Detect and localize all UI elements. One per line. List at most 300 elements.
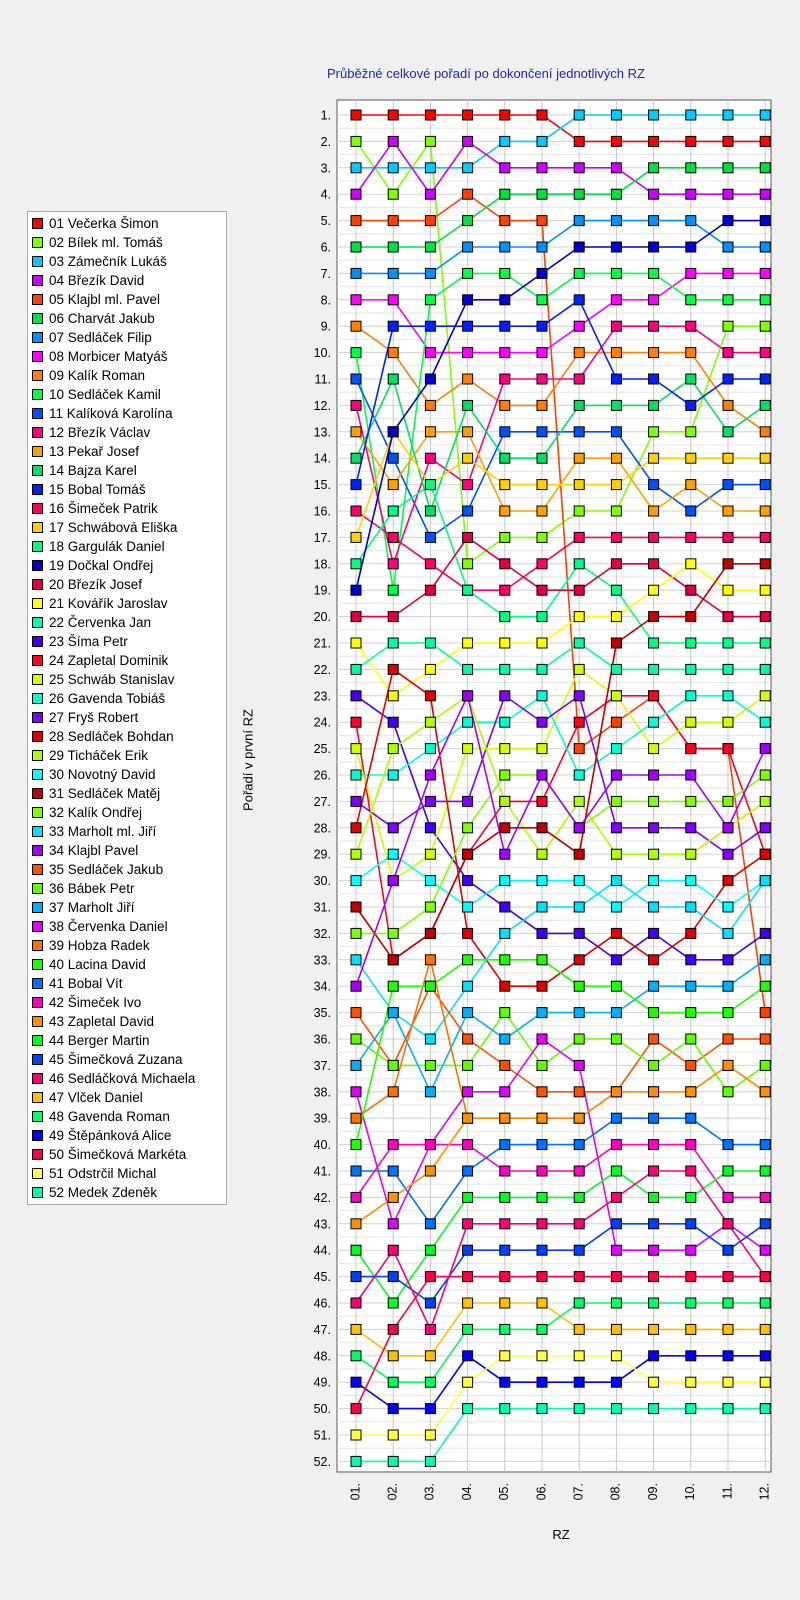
data-point-marker [351, 216, 361, 226]
data-point-marker [537, 1245, 547, 1255]
data-point-marker [500, 691, 510, 701]
y-tick-label: 33. [313, 953, 331, 968]
data-point-marker [537, 744, 547, 754]
legend-entry [32, 955, 226, 974]
data-point-marker [723, 849, 733, 859]
data-point-marker [388, 691, 398, 701]
data-point-marker [388, 849, 398, 859]
data-point-marker [686, 189, 696, 199]
data-point-marker [723, 955, 733, 965]
data-point-marker [574, 348, 584, 358]
data-point-marker [760, 744, 770, 754]
data-point-marker [686, 321, 696, 331]
data-point-marker [351, 1245, 361, 1255]
legend-entry [32, 670, 226, 689]
data-point-marker [723, 664, 733, 674]
data-point-marker [611, 744, 621, 754]
data-point-marker [463, 1351, 473, 1361]
legend-label: 45 Šimečková Zuzana [49, 1052, 183, 1067]
data-point-marker [649, 216, 659, 226]
data-point-marker [574, 1008, 584, 1018]
data-point-marker [723, 453, 733, 463]
legend-entry [32, 518, 226, 537]
data-point-marker [351, 480, 361, 490]
legend-entry [32, 480, 226, 499]
legend-entry [32, 1126, 226, 1145]
data-point-marker [649, 1324, 659, 1334]
data-point-marker [574, 691, 584, 701]
data-point-marker [760, 453, 770, 463]
data-point-marker [351, 612, 361, 622]
legend-label: 22 Červenka Jan [49, 615, 152, 630]
legend-entry [32, 727, 226, 746]
data-point-marker [611, 1404, 621, 1414]
legend-swatch [32, 1016, 43, 1027]
legend-entry [32, 328, 226, 347]
legend-swatch [32, 598, 43, 609]
data-point-marker [537, 506, 547, 516]
data-point-marker [351, 1272, 361, 1282]
data-point-marker [463, 638, 473, 648]
data-point-marker [611, 1166, 621, 1176]
data-point-marker [686, 216, 696, 226]
data-point-marker [463, 1008, 473, 1018]
legend-label: 05 Klajbl ml. Pavel [49, 292, 161, 307]
x-tick-label: 11. [720, 1483, 735, 1500]
legend-swatch [32, 883, 43, 894]
data-point-marker [574, 321, 584, 331]
legend-swatch [32, 712, 43, 723]
data-point-marker [649, 744, 659, 754]
data-point-marker [537, 1272, 547, 1282]
data-point-marker [611, 348, 621, 358]
data-point-marker [537, 348, 547, 358]
data-point-marker [686, 532, 696, 542]
legend-swatch [32, 351, 43, 362]
data-point-marker [351, 717, 361, 727]
data-point-marker [723, 744, 733, 754]
data-point-marker [463, 1087, 473, 1097]
data-point-marker [463, 876, 473, 886]
data-point-marker [649, 532, 659, 542]
y-tick-label: 40. [313, 1138, 331, 1153]
data-point-marker [351, 163, 361, 173]
data-point-marker [537, 110, 547, 120]
data-point-marker [388, 1351, 398, 1361]
data-point-marker [388, 664, 398, 674]
data-point-marker [574, 506, 584, 516]
data-point-marker [574, 744, 584, 754]
legend-swatch [32, 389, 43, 400]
data-point-marker [537, 849, 547, 859]
data-point-marker [425, 691, 435, 701]
legend-label: 36 Bábek Petr [49, 881, 135, 896]
y-tick-label: 15. [313, 478, 331, 493]
data-point-marker [649, 374, 659, 384]
data-point-marker [500, 823, 510, 833]
data-point-marker [574, 242, 584, 252]
data-point-marker [388, 532, 398, 542]
data-point-marker [351, 981, 361, 991]
y-tick-label: 34. [313, 979, 331, 994]
data-point-marker [500, 453, 510, 463]
data-point-marker [649, 1034, 659, 1044]
data-point-marker [760, 823, 770, 833]
data-point-marker [537, 770, 547, 780]
data-point-marker [723, 189, 733, 199]
data-point-marker [760, 1166, 770, 1176]
legend-label: 48 Gavenda Roman [49, 1109, 170, 1124]
data-point-marker [500, 1034, 510, 1044]
data-point-marker [351, 1298, 361, 1308]
data-point-marker [574, 1034, 584, 1044]
data-point-marker [537, 876, 547, 886]
legend-swatch [32, 978, 43, 989]
data-point-marker [351, 1377, 361, 1387]
data-point-marker [649, 638, 659, 648]
data-point-marker [351, 744, 361, 754]
legend-swatch [32, 1073, 43, 1084]
data-point-marker [649, 585, 659, 595]
data-point-marker [649, 796, 659, 806]
data-point-marker [760, 1272, 770, 1282]
data-point-marker [351, 1456, 361, 1466]
data-point-marker [425, 532, 435, 542]
data-point-marker [611, 796, 621, 806]
data-point-marker [574, 981, 584, 991]
legend-swatch [32, 1130, 43, 1141]
data-point-marker [760, 585, 770, 595]
data-point-marker [686, 717, 696, 727]
legend-swatch [32, 560, 43, 571]
x-tick-label: 04. [459, 1483, 474, 1501]
y-tick-label: 13. [313, 425, 331, 440]
data-point-marker [686, 876, 696, 886]
data-point-marker [760, 321, 770, 331]
y-tick-label: 52. [313, 1454, 331, 1469]
data-point-marker [500, 1351, 510, 1361]
data-point-marker [388, 1430, 398, 1440]
data-point-marker [463, 928, 473, 938]
legend-entry [32, 290, 226, 309]
data-point-marker [351, 849, 361, 859]
data-point-marker [760, 1034, 770, 1044]
legend-entry [32, 499, 226, 518]
data-point-marker [351, 1351, 361, 1361]
legend-swatch [32, 921, 43, 932]
data-point-marker [723, 163, 733, 173]
data-point-marker [611, 400, 621, 410]
data-point-marker [760, 876, 770, 886]
data-point-marker [649, 163, 659, 173]
data-point-marker [760, 981, 770, 991]
data-point-marker [686, 268, 696, 278]
data-point-marker [574, 770, 584, 780]
legend-swatch [32, 788, 43, 799]
data-point-marker [686, 400, 696, 410]
data-point-marker [388, 295, 398, 305]
data-point-marker [463, 849, 473, 859]
data-point-marker [463, 427, 473, 437]
data-point-marker [351, 295, 361, 305]
legend-entry [32, 974, 226, 993]
data-point-marker [723, 268, 733, 278]
data-point-marker [425, 902, 435, 912]
data-point-marker [351, 823, 361, 833]
data-point-marker [686, 902, 696, 912]
data-point-marker [500, 1113, 510, 1123]
data-point-marker [686, 453, 696, 463]
data-point-marker [723, 1034, 733, 1044]
data-point-marker [760, 559, 770, 569]
data-point-marker [425, 981, 435, 991]
y-tick-label: 41. [313, 1164, 331, 1179]
data-point-marker [463, 1060, 473, 1070]
data-point-marker [351, 928, 361, 938]
x-tick-label: 01. [348, 1483, 363, 1501]
legend-label: 35 Sedláček Jakub [49, 862, 164, 877]
legend-entry [32, 575, 226, 594]
data-point-marker [500, 849, 510, 859]
legend-label: 28 Sedláček Bohdan [49, 729, 174, 744]
data-point-marker [611, 295, 621, 305]
data-point-marker [723, 374, 733, 384]
data-point-marker [351, 268, 361, 278]
data-point-marker [463, 400, 473, 410]
y-tick-label: 11. [314, 372, 331, 387]
data-point-marker [723, 216, 733, 226]
data-point-marker [500, 1008, 510, 1018]
data-point-marker [760, 1245, 770, 1255]
data-point-marker [723, 136, 733, 146]
data-point-marker [500, 295, 510, 305]
data-point-marker [760, 1298, 770, 1308]
data-point-marker [351, 902, 361, 912]
data-point-marker [351, 691, 361, 701]
data-point-marker [723, 506, 733, 516]
y-tick-label: 10. [313, 346, 331, 361]
legend-label: 46 Sedláčková Michaela [49, 1071, 196, 1086]
data-point-marker [723, 348, 733, 358]
legend-swatch [32, 902, 43, 913]
data-point-marker [574, 559, 584, 569]
data-point-marker [463, 744, 473, 754]
data-point-marker [611, 717, 621, 727]
data-point-marker [574, 1272, 584, 1282]
data-point-marker [388, 955, 398, 965]
data-point-marker [611, 1034, 621, 1044]
y-tick-label: 32. [313, 926, 331, 941]
data-point-marker [723, 1351, 733, 1361]
data-point-marker [686, 506, 696, 516]
data-point-marker [574, 876, 584, 886]
x-tick-label: 12. [757, 1483, 772, 1501]
legend-entry [32, 252, 226, 271]
data-point-marker [649, 268, 659, 278]
legend-entry [32, 917, 226, 936]
legend-swatch [32, 408, 43, 419]
data-point-marker [463, 453, 473, 463]
legend-entry [32, 442, 226, 461]
legend-entry [32, 233, 226, 252]
data-point-marker [723, 928, 733, 938]
data-point-marker [574, 1113, 584, 1123]
data-point-marker [500, 1166, 510, 1176]
data-point-marker [611, 268, 621, 278]
data-point-marker [388, 1087, 398, 1097]
data-point-marker [463, 1324, 473, 1334]
data-point-marker [425, 585, 435, 595]
y-tick-label: 26. [313, 768, 331, 783]
data-point-marker [351, 1034, 361, 1044]
data-point-marker [649, 849, 659, 859]
data-point-marker [351, 453, 361, 463]
data-point-marker [723, 480, 733, 490]
data-point-marker [686, 295, 696, 305]
data-point-marker [574, 480, 584, 490]
legend-entry [32, 404, 226, 423]
data-point-marker [723, 1219, 733, 1229]
legend-label: 25 Schwáb Stanislav [49, 672, 175, 687]
legend-swatch [32, 522, 43, 533]
data-point-marker [686, 981, 696, 991]
data-point-marker [425, 1377, 435, 1387]
data-point-marker [760, 427, 770, 437]
data-point-marker [351, 532, 361, 542]
data-point-marker [500, 1060, 510, 1070]
data-point-marker [425, 1166, 435, 1176]
data-point-marker [500, 902, 510, 912]
data-point-marker [760, 136, 770, 146]
legend-entry [32, 1069, 226, 1088]
data-point-marker [649, 1351, 659, 1361]
data-point-marker [649, 189, 659, 199]
data-point-marker [760, 1351, 770, 1361]
data-point-marker [537, 1219, 547, 1229]
data-point-marker [537, 1008, 547, 1018]
data-point-marker [649, 1219, 659, 1229]
data-point-marker [351, 1192, 361, 1202]
legend-swatch [32, 997, 43, 1008]
data-point-marker [760, 532, 770, 542]
data-point-marker [351, 664, 361, 674]
data-point-marker [388, 770, 398, 780]
data-point-marker [388, 559, 398, 569]
legend-swatch [32, 579, 43, 590]
legend-label: 51 Odstrčil Michal [49, 1166, 157, 1181]
y-tick-label: 36. [313, 1032, 331, 1047]
legend-label: 01 Večerka Šimon [49, 216, 159, 231]
legend-label: 15 Bobal Tomáš [49, 482, 146, 497]
data-point-marker [537, 163, 547, 173]
data-point-marker [686, 163, 696, 173]
y-tick-label: 12. [313, 398, 331, 413]
data-point-marker [463, 1113, 473, 1123]
data-point-marker [760, 480, 770, 490]
data-point-marker [425, 189, 435, 199]
y-tick-label: 8. [320, 293, 331, 308]
data-point-marker [760, 796, 770, 806]
x-tick-label: 03. [422, 1483, 437, 1501]
data-point-marker [574, 1140, 584, 1150]
legend-swatch [32, 807, 43, 818]
data-point-marker [425, 717, 435, 727]
data-point-marker [649, 691, 659, 701]
y-tick-label: 23. [313, 689, 331, 704]
legend-label: 47 Vlček Daniel [49, 1090, 143, 1105]
data-point-marker [574, 295, 584, 305]
y-tick-label: 1. [320, 108, 331, 123]
legend-label: 14 Bajza Karel [49, 463, 137, 478]
data-point-marker [463, 1166, 473, 1176]
legend-label: 23 Šíma Petr [49, 634, 128, 649]
data-point-marker [537, 189, 547, 199]
y-tick-label: 22. [313, 662, 331, 677]
data-point-marker [425, 1456, 435, 1466]
data-point-marker [649, 717, 659, 727]
data-point-marker [425, 348, 435, 358]
data-point-marker [686, 1351, 696, 1361]
data-point-marker [537, 981, 547, 991]
data-point-marker [574, 1060, 584, 1070]
data-point-marker [686, 1192, 696, 1202]
data-point-marker [388, 981, 398, 991]
data-point-marker [649, 348, 659, 358]
data-point-marker [463, 955, 473, 965]
data-point-marker [351, 506, 361, 516]
y-tick-label: 17. [313, 530, 331, 545]
data-point-marker [723, 1060, 733, 1070]
data-point-marker [574, 453, 584, 463]
data-point-marker [574, 1404, 584, 1414]
legend-swatch [32, 655, 43, 666]
data-point-marker [649, 295, 659, 305]
data-point-marker [388, 268, 398, 278]
data-point-marker [686, 1298, 696, 1308]
data-point-marker [463, 295, 473, 305]
y-tick-label: 47. [313, 1322, 331, 1337]
data-point-marker [686, 612, 696, 622]
y-tick-label: 43. [313, 1217, 331, 1232]
legend-label: 38 Červenka Daniel [49, 919, 168, 934]
data-point-marker [425, 1324, 435, 1334]
legend-swatch [32, 1111, 43, 1122]
data-point-marker [500, 1377, 510, 1387]
data-point-marker [760, 612, 770, 622]
data-point-marker [649, 480, 659, 490]
data-point-marker [760, 664, 770, 674]
data-point-marker [686, 744, 696, 754]
data-point-marker [351, 1060, 361, 1070]
data-point-marker [388, 638, 398, 648]
data-point-marker [388, 717, 398, 727]
data-point-marker [686, 1377, 696, 1387]
data-point-marker [388, 189, 398, 199]
data-point-marker [425, 744, 435, 754]
data-point-marker [611, 612, 621, 622]
legend-swatch [32, 446, 43, 457]
data-point-marker [611, 1192, 621, 1202]
data-point-marker [686, 928, 696, 938]
data-point-marker [649, 1166, 659, 1176]
data-point-marker [537, 1166, 547, 1176]
data-point-marker [388, 427, 398, 437]
data-point-marker [611, 876, 621, 886]
legend-entry [32, 689, 226, 708]
data-point-marker [463, 823, 473, 833]
data-point-marker [686, 796, 696, 806]
data-point-marker [760, 1140, 770, 1150]
